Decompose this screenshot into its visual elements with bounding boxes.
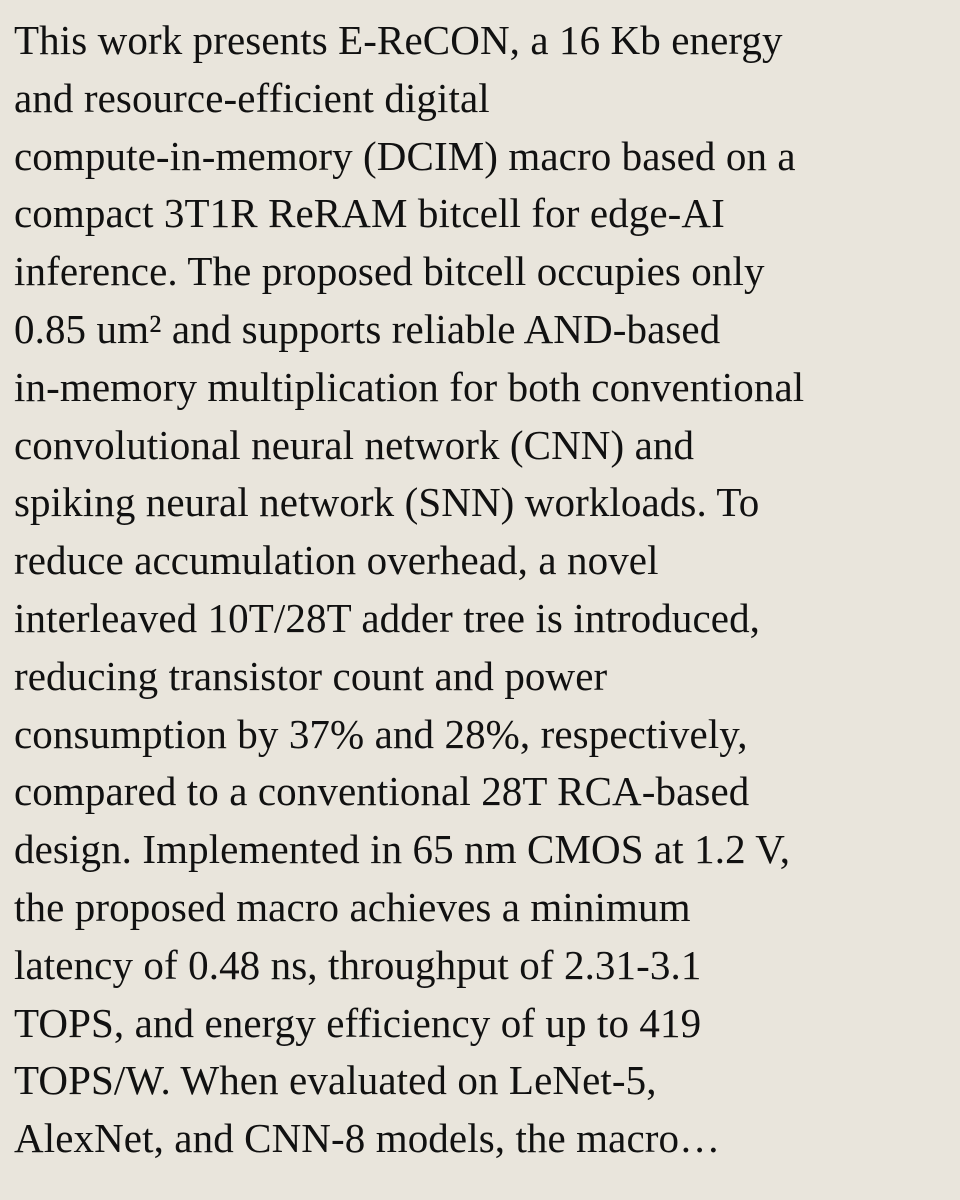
text-line: reduce accumulation overhead, a novel — [14, 537, 659, 584]
text-line: inference. The proposed bitcell occupies only — [14, 248, 765, 295]
text-line: This work presents E-ReCON, a 16 Kb energy — [14, 17, 783, 63]
text-line: AlexNet, and CNN-8 models, the macro… — [14, 1115, 721, 1162]
text-line: design. Implemented in 65 nm CMOS at 1.2 V, — [14, 826, 791, 873]
abstract-text — [14, 12, 946, 1168]
text-line: consumption by 37% and 28%, respectively, — [14, 710, 748, 757]
text-line: convolutional neural network (CNN) and — [14, 421, 695, 468]
text-line: in-memory multiplication for both conventional — [14, 363, 805, 410]
text-line: and resource-efficient digital — [14, 74, 490, 121]
text-line: TOPS, and energy efficiency of up to 419 — [14, 999, 702, 1046]
text-line: latency of 0.48 ns, throughput of 2.31-3.1 — [14, 941, 702, 988]
text-line: compute-in-memory (DCIM) macro based on a — [14, 132, 796, 179]
text-line: interleaved 10T/28T adder tree is introduced, — [14, 594, 761, 641]
text-line: TOPS/W. When evaluated on LeNet-5, — [14, 1057, 657, 1104]
text-line: compared to a conventional 28T RCA-based — [14, 768, 750, 815]
text-line: the proposed macro achieves a minimum — [14, 883, 691, 930]
text-line: reducing transistor count and power — [14, 652, 608, 699]
text-line: compact 3T1R ReRAM bitcell for edge-AI — [14, 190, 725, 237]
text-line: 0.85 um² and supports reliable AND-based — [14, 305, 721, 352]
text-line: spiking neural network (SNN) workloads. To — [14, 479, 760, 526]
